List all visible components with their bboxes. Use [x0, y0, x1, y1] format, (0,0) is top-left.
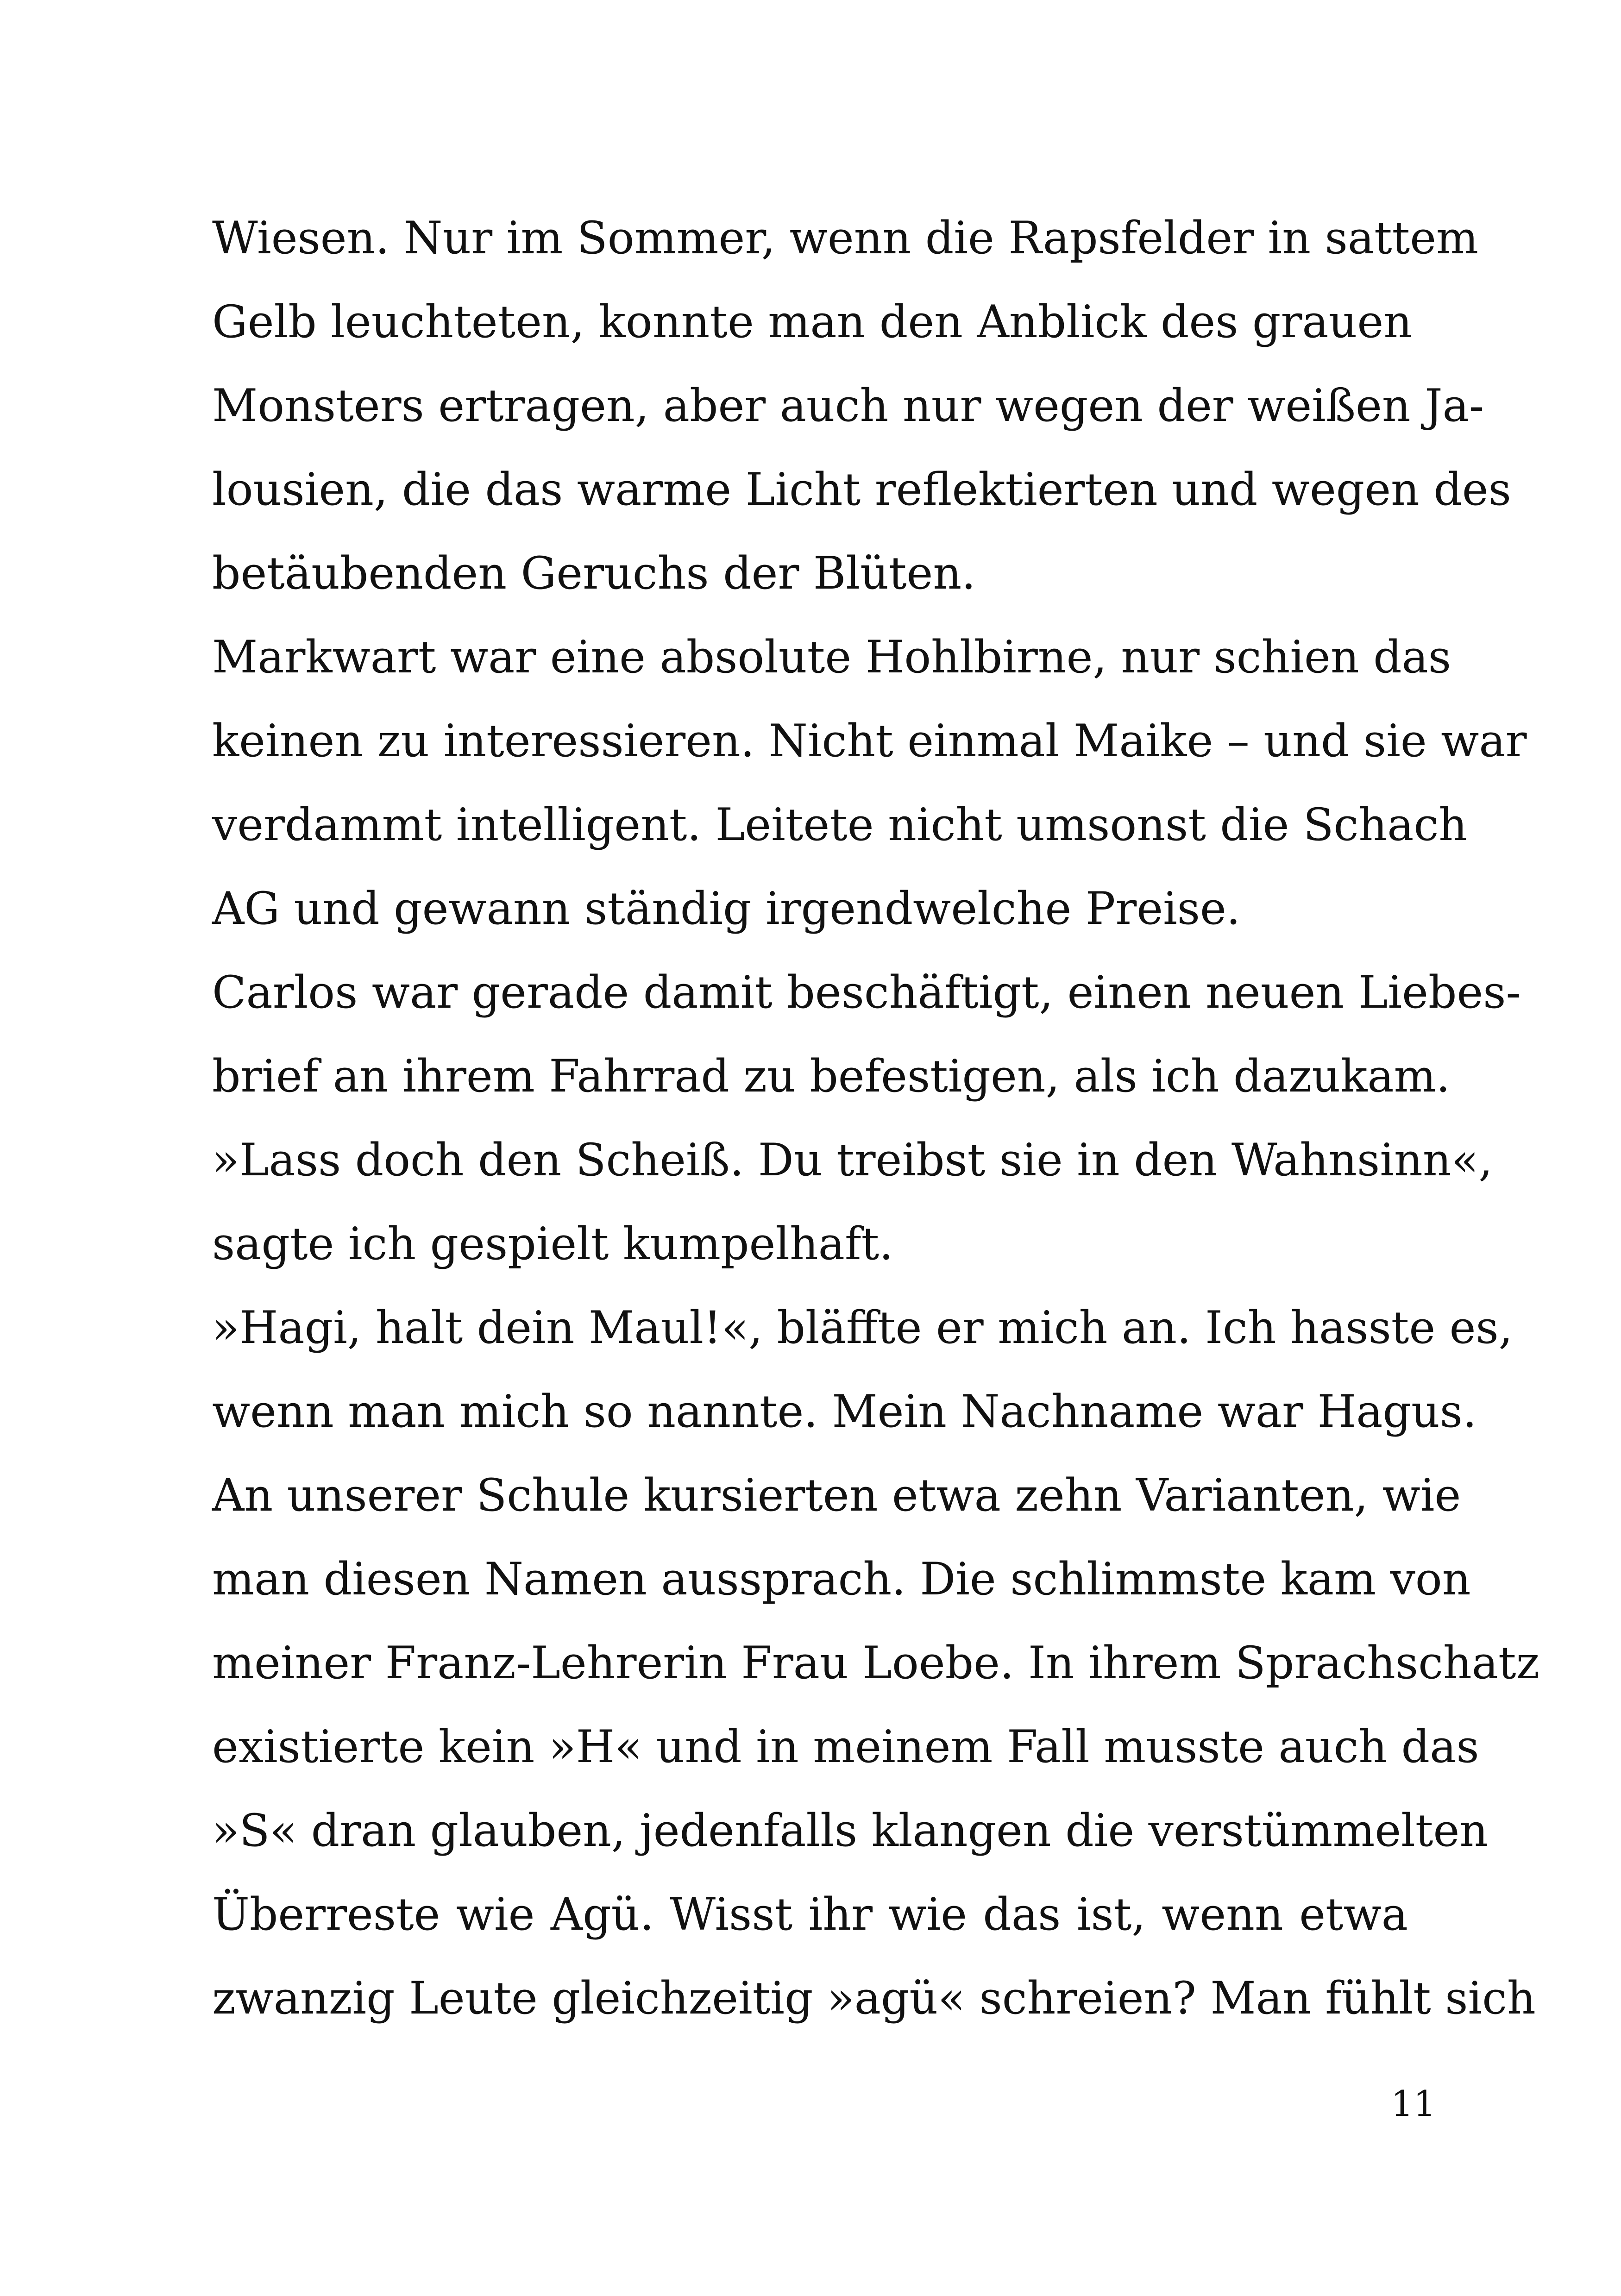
text-line: Monsters ertragen, aber auch nur wegen der weißen Ja- [212, 380, 1484, 432]
paragraph [212, 951, 1521, 1118]
body-text [212, 196, 1540, 2040]
text-line: Markwart war eine absolute Hohlbirne, nur schien das [212, 631, 1451, 683]
text-line: brief an ihrem Fahrrad zu befestigen, als ich dazukam. [212, 1050, 1451, 1102]
text-line: betäubenden Geruchs der Blüten. [212, 547, 976, 599]
page-number: 11 [1391, 2083, 1436, 2124]
text-line: AG und gewann ständig irgendwelche Preise. [212, 883, 1241, 935]
text-line: man diesen Namen aussprach. Die schlimmste kam von [212, 1553, 1471, 1605]
text-line: An unserer Schule kursierten etwa zehn Varianten, wie [212, 1469, 1461, 1521]
text-line: »Hagi, halt dein Maul!«, bläffte er mich an. Ich hasste es, [212, 1302, 1513, 1354]
text-line: lousien, die das warme Licht reflektierten und wegen des [212, 464, 1511, 515]
text-line: »S« dran glauben, jedenfalls klangen die verstümmelten [212, 1805, 1489, 1857]
text-line: wenn man mich so nannte. Mein Nachname war Hagus. [212, 1386, 1477, 1437]
text-line: sagte ich gespielt kumpelhaft. [212, 1218, 893, 1270]
text-line: keinen zu interessieren. Nicht einmal Maike – und sie war [212, 715, 1527, 767]
paragraph [212, 196, 1511, 615]
text-line: meiner Franz-Lehrerin Frau Loebe. In ihrem Sprachschatz [212, 1637, 1540, 1689]
text-line: »Lass doch den Scheiß. Du treibst sie in den Wahnsinn«, [212, 1134, 1493, 1186]
text-line: Carlos war gerade damit beschäftigt, einen neuen Liebes- [212, 966, 1521, 1018]
text-line: Wiesen. Nur im Sommer, wenn die Rapsfelder in sattem [212, 212, 1479, 264]
text-line: verdammt intelligent. Leitete nicht umsonst die Schach [212, 799, 1468, 851]
text-line: Überreste wie Agü. Wisst ihr wie das ist, wenn etwa [212, 1888, 1408, 1940]
paragraph [212, 1118, 1493, 1286]
text-line: existierte kein »H« und in meinem Fall musste auch das [212, 1721, 1479, 1773]
paragraph [212, 615, 1527, 951]
text-line: Gelb leuchteten, konnte man den Anblick des grauen [212, 296, 1413, 348]
text-line: zwanzig Leute gleichzeitig »agü« schreien? Man fühlt sich [212, 1972, 1536, 2024]
paragraph [212, 1286, 1540, 2040]
